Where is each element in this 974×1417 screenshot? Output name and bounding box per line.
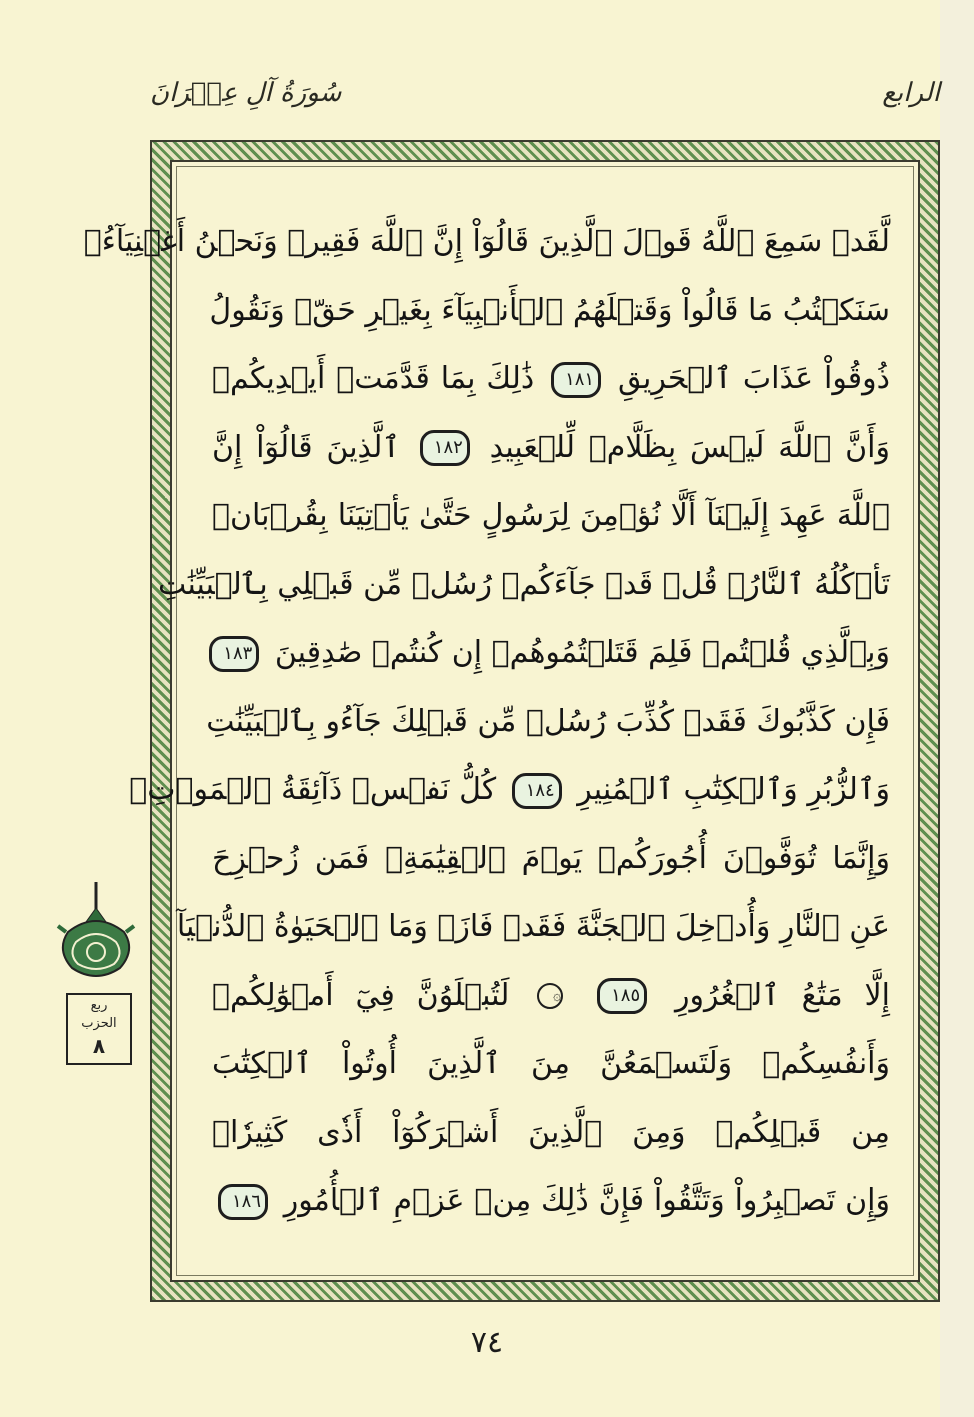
ayah-number-marker: ١٨٣	[209, 636, 259, 672]
verse-line	[212, 1099, 890, 1168]
verse-text: وَإِنَّمَا تُوَفَّوۡنَ أُجُورَكُمۡ يَوۡمَ ٱلۡقِيَٰمَةِۖ فَمَن زُحۡزِحَ	[212, 840, 890, 876]
verse-line	[209, 277, 890, 346]
verse-text: مِن قَبۡلِكُمۡ وَمِنَ ٱلَّذِينَ أَشۡرَكُوٓاْ أَذٗى كَثِيرٗاۚ	[212, 1114, 890, 1150]
verse-line	[212, 1030, 890, 1099]
hizb-marker	[66, 993, 132, 1065]
verse-text: وَبِٱلَّذِي قُلۡتُمۡ فَلِمَ قَتَلۡتُمُوهُمۡ إِن كُنتُمۡ صَٰدِقِينَ	[274, 635, 890, 670]
hizb-number: ٨	[92, 1034, 106, 1058]
verse-line	[158, 551, 890, 620]
ayah-number-marker: ١٨١	[551, 362, 601, 398]
verse-text-continued: ذَٰلِكَ بِمَا قَدَّمَتۡ أَيۡدِيكُمۡ	[212, 361, 535, 396]
verse-text-continued: ٱلَّذِينَ قَالُوٓاْ إِنَّ	[212, 429, 401, 465]
verse-line	[212, 345, 890, 414]
verse-line	[212, 482, 890, 551]
verse-line	[83, 208, 890, 277]
verse-text: وَٱلزُّبُرِ وَٱلۡكِتَٰبِ ٱلۡمُنِيرِ	[577, 772, 890, 807]
hizb-label: الحزب	[81, 1016, 117, 1031]
page-header	[150, 78, 940, 118]
page-edge	[940, 0, 974, 1417]
hizb-ornament-icon	[56, 880, 136, 990]
verse-line	[212, 962, 890, 1031]
ayah-number-marker: ١٨٤	[512, 773, 562, 809]
verse-text: وَأَنَّ ٱللَّهَ لَيۡسَ بِظَلَّامٖ لِّلۡعَبِيدِ	[489, 429, 890, 465]
verse-text-continued: كُلُّ نَفۡسٖ ذَآئِقَةُ ٱلۡمَوۡتِۗ	[129, 772, 497, 807]
verse-line	[212, 825, 890, 894]
surah-name: سُورَةُ آلِ عِمۡرَانَ	[150, 78, 342, 108]
verse-line	[212, 414, 890, 483]
verse-text: وَأَنفُسِكُمۡ وَلَتَسۡمَعُنَّ مِنَ ٱلَّذِينَ أُوتُواْ ٱلۡكِتَٰبَ	[212, 1046, 890, 1081]
verse-text: عَنِ ٱلنَّارِ وَأُدۡخِلَ ٱلۡجَنَّةَ فَقَدۡ فَازَۗ وَمَا ٱلۡحَيَوٰةُ ٱلدُّنۡيَآ	[176, 909, 890, 944]
verse-text: وَإِن تَصۡبِرُواْ وَتَتَّقُواْ فَإِنَّ ذَٰلِكَ مِنۡ عَزۡمِ ٱلۡأُمُورِ	[283, 1183, 890, 1218]
verse-text: سَنَكۡتُبُ مَا قَالُواْ وَقَتۡلَهُمُ ٱلۡأَنۢبِيَآءَ بِغَيۡرِ حَقّٖ وَنَقُولُ	[209, 292, 890, 328]
hizb-quarter-label: ربع	[90, 998, 108, 1013]
verse-line	[129, 756, 890, 825]
juz-label: الرابع	[882, 78, 940, 108]
ayah-number-marker: ١٨٥	[597, 978, 647, 1014]
rub-el-hizb-icon: ۞	[537, 983, 563, 1009]
verse-line	[212, 619, 890, 688]
verse-text: إِلَّا مَتَٰعُ ٱلۡغُرُورِ	[675, 977, 890, 1013]
verse-text-continued: لَتُبۡلَوُنَّ فِيٓ أَمۡوَٰلِكُمۡ	[212, 977, 510, 1013]
ayah-number-marker: ١٨٦	[218, 1184, 268, 1220]
page-number: ٧٤	[470, 1325, 504, 1360]
verse-text: ذُوقُواْ عَذَابَ ٱلۡحَرِيقِ	[617, 361, 890, 396]
verse-line	[176, 893, 890, 962]
ayah-number-marker: ١٨٢	[420, 430, 470, 466]
verse-line	[206, 688, 890, 757]
verse-text: لَّقَدۡ سَمِعَ ٱللَّهُ قَوۡلَ ٱلَّذِينَ قَالُوٓاْ إِنَّ ٱللَّهَ فَقِيرٞ وَنَحۡنُ أَغۡنِيَآءُۘ	[83, 224, 890, 259]
verse-text: ٱللَّهَ عَهِدَ إِلَيۡنَآ أَلَّا نُؤۡمِنَ لِرَسُولٍ حَتَّىٰ يَأۡتِيَنَا بِقُرۡبَانٖ	[212, 498, 890, 533]
verse-text: تَأۡكُلُهُ ٱلنَّارُۗ قُلۡ قَدۡ جَآءَكُمۡ رُسُلٞ مِّن قَبۡلِي بِٱلۡبَيِّنَٰتِ	[158, 566, 890, 602]
verse-text: فَإِن كَذَّبُوكَ فَقَدۡ كُذِّبَ رُسُلٞ مِّن قَبۡلِكَ جَآءُو بِٱلۡبَيِّنَٰتِ	[206, 703, 890, 739]
verse-line	[212, 1167, 890, 1236]
